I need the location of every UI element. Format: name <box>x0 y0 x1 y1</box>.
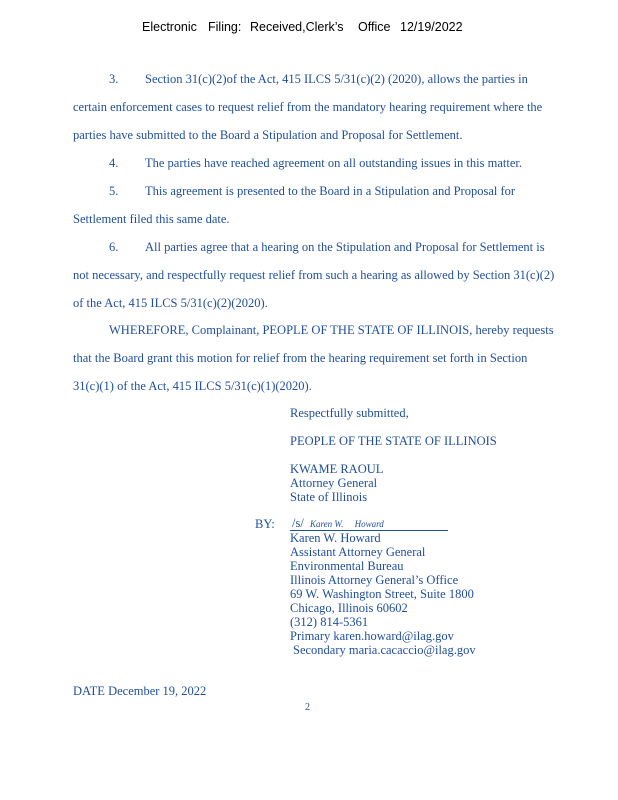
paragraph-3-line-2: certain enforcement cases to request relief from the mandatory hearing requirement where the <box>73 100 543 114</box>
header-electronic: Electronic <box>142 20 197 34</box>
people-of-state: PEOPLE OF THE STATE OF ILLINOIS <box>290 434 497 448</box>
header-date: 12/19/2022 <box>400 20 463 34</box>
signature-underline <box>290 516 448 531</box>
header-office: Office <box>358 20 391 34</box>
wherefore-line-2: that the Board grant this motion for relief from the hearing requirement set forth in Section <box>73 351 528 365</box>
secondary-email: Secondary maria.cacaccio@ilag.gov <box>293 643 476 657</box>
paragraph-3-number: 3. <box>109 72 119 86</box>
by-label: BY: <box>255 517 275 531</box>
signer-bureau: Environmental Bureau <box>290 559 404 573</box>
header-received: Received,Clerk’s <box>250 20 344 34</box>
paragraph-6-number: 6. <box>109 240 119 254</box>
signer-city: Chicago, Illinois 60602 <box>290 601 408 615</box>
signer-title: Assistant Attorney General <box>290 545 426 559</box>
state-name: State of Illinois <box>290 490 368 504</box>
signer-phone: (312) 814-5361 <box>290 615 369 629</box>
wherefore-line-1: WHEREFORE, Complainant, PEOPLE OF THE STATE OF ILLINOIS, hereby requests <box>109 323 554 337</box>
paragraph-6-line-3: of the Act, 415 ILCS 5/31(c)(2)(2020). <box>73 296 268 310</box>
attorney-general-name: KWAME RAOUL <box>290 462 384 476</box>
paragraph-5-line-1: This agreement is presented to the Board in a Stipulation and Proposal for <box>145 184 516 198</box>
paragraph-5-number: 5. <box>109 184 119 198</box>
attorney-general-title: Attorney General <box>290 476 378 490</box>
paragraph-3-line-3: parties have submitted to the Board a Stipulation and Proposal for Settlement. <box>73 128 463 142</box>
signature-prefix: /s/ <box>292 516 304 530</box>
respectfully-submitted: Respectfully submitted, <box>290 406 409 420</box>
header-filing: Filing: <box>208 20 242 34</box>
page-number: 2 <box>305 702 310 713</box>
paragraph-6-line-2: not necessary, and respectfully request relief from such a hearing as allowed by Section 31(c)(2) <box>73 268 555 282</box>
paragraph-5-line-2: Settlement filed this same date. <box>73 212 230 226</box>
paragraph-6-line-1: All parties agree that a hearing on the Stipulation and Proposal for Settlement is <box>145 240 545 254</box>
signer-office: Illinois Attorney General’s Office <box>290 573 459 587</box>
primary-email: Primary karen.howard@ilag.gov <box>290 629 454 643</box>
signer-street: 69 W. Washington Street, Suite 1800 <box>290 587 474 601</box>
date-line: DATE December 19, 2022 <box>73 684 207 698</box>
paragraph-4-line-1: The parties have reached agreement on all outstanding issues in this matter. <box>145 156 522 170</box>
signer-name: Karen W. Howard <box>290 531 381 545</box>
paragraph-4-number: 4. <box>109 156 119 170</box>
paragraph-3-line-1: Section 31(c)(2)of the Act, 415 ILCS 5/31(c)(2) (2020), allows the parties in <box>145 72 528 86</box>
signature-script: Karen W. Howard <box>310 519 384 529</box>
wherefore-line-3: 31(c)(1) of the Act, 415 ILCS 5/31(c)(1)(2020). <box>73 379 312 393</box>
